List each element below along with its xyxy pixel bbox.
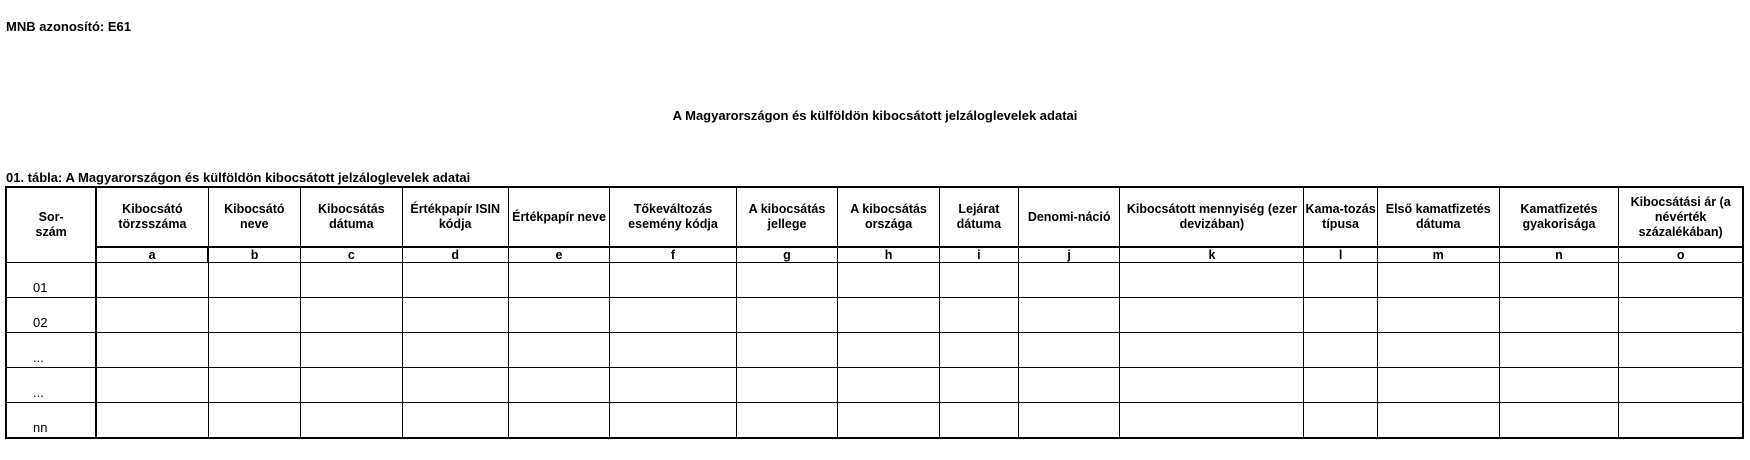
column-header-label: Kibocsátott mennyiség (ezer devizában)	[1126, 202, 1298, 231]
table-cell[interactable]	[208, 298, 301, 333]
row-number: nn	[6, 403, 96, 439]
table-cell[interactable]	[301, 368, 403, 403]
table-cell[interactable]	[1377, 298, 1499, 333]
table-cell[interactable]	[508, 368, 610, 403]
table-cell[interactable]	[1018, 333, 1120, 368]
table-cell[interactable]	[301, 298, 403, 333]
column-letter: i	[939, 247, 1018, 263]
column-header	[1377, 187, 1499, 247]
table-cell[interactable]	[610, 333, 736, 368]
table-cell[interactable]	[838, 298, 940, 333]
row-number: ...	[6, 333, 96, 368]
column-letter: f	[610, 247, 736, 263]
table-cell[interactable]	[1120, 263, 1304, 298]
table-cell[interactable]	[208, 368, 301, 403]
column-header-label: Denomi-náció	[1027, 209, 1111, 224]
column-letter: l	[1304, 247, 1377, 263]
table-cell[interactable]	[1120, 333, 1304, 368]
row-number: ...	[6, 368, 96, 403]
column-header	[939, 187, 1018, 247]
table-cell[interactable]	[402, 368, 508, 403]
table-cell[interactable]	[508, 263, 610, 298]
column-header	[1619, 187, 1743, 247]
table-cell[interactable]	[96, 333, 208, 368]
column-header-label: Értékpapír neve	[512, 209, 606, 224]
column-letter: g	[736, 247, 838, 263]
table-cell[interactable]	[736, 403, 838, 439]
table-row	[6, 333, 1743, 368]
table-cell[interactable]	[1018, 263, 1120, 298]
column-header	[96, 187, 208, 247]
column-header-label: Első kamatfizetés dátuma	[1385, 202, 1491, 231]
column-header-label: Kibocsátó törzsszáma	[118, 202, 187, 231]
table-cell[interactable]	[610, 263, 736, 298]
table-cell[interactable]	[1619, 403, 1743, 439]
table-cell[interactable]	[1619, 368, 1743, 403]
table-cell[interactable]	[96, 403, 208, 439]
table-cell[interactable]	[1304, 368, 1377, 403]
column-letter: m	[1377, 247, 1499, 263]
table-cell[interactable]	[208, 403, 301, 439]
column-letter: d	[402, 247, 508, 263]
table-cell[interactable]	[838, 403, 940, 439]
column-header	[1018, 187, 1120, 247]
table-cell[interactable]	[610, 368, 736, 403]
table-cell[interactable]	[508, 298, 610, 333]
table-cell[interactable]	[301, 403, 403, 439]
column-letter: n	[1499, 247, 1619, 263]
table-row	[6, 298, 1743, 333]
row-number: 02	[6, 298, 96, 333]
table-cell[interactable]	[1499, 333, 1619, 368]
column-header	[610, 187, 736, 247]
table-cell[interactable]	[1018, 403, 1120, 439]
table-cell[interactable]	[1018, 298, 1120, 333]
table-cell[interactable]	[508, 403, 610, 439]
table-cell[interactable]	[939, 298, 1018, 333]
page-title: A Magyarországon és külföldön kibocsátott jelzáloglevelek adatai	[672, 108, 1078, 123]
table-cell[interactable]	[838, 263, 940, 298]
table-cell[interactable]	[208, 333, 301, 368]
table-cell[interactable]	[939, 263, 1018, 298]
table-cell[interactable]	[838, 368, 940, 403]
table-cell[interactable]	[402, 298, 508, 333]
table-cell[interactable]	[96, 298, 208, 333]
column-header	[1120, 187, 1304, 247]
table-cell[interactable]	[1120, 403, 1304, 439]
row-number: 01	[6, 263, 96, 298]
table-cell[interactable]	[1377, 263, 1499, 298]
column-header-label: A kibocsátás országa	[850, 202, 927, 231]
column-letter: h	[838, 247, 940, 263]
table-cell[interactable]	[1120, 368, 1304, 403]
table-cell[interactable]	[1499, 403, 1619, 439]
table-cell[interactable]	[939, 333, 1018, 368]
table-cell[interactable]	[301, 333, 403, 368]
table-cell[interactable]	[402, 403, 508, 439]
table-cell[interactable]	[208, 263, 301, 298]
column-header	[402, 187, 508, 247]
column-letter: b	[208, 247, 301, 263]
document-id: MNB azonosító: E61	[6, 19, 131, 34]
table-cell[interactable]	[1619, 333, 1743, 368]
table-row	[6, 263, 1743, 298]
table-cell[interactable]	[1018, 368, 1120, 403]
column-header	[838, 187, 940, 247]
column-header-label: Tőkeváltozás esemény kódja	[628, 202, 718, 231]
table-cell[interactable]	[939, 368, 1018, 403]
table-cell[interactable]	[610, 298, 736, 333]
table-cell[interactable]	[1619, 298, 1743, 333]
column-letter: o	[1619, 247, 1743, 263]
column-header	[508, 187, 610, 247]
column-header-label: Kibocsátó neve	[224, 202, 285, 231]
table-row	[6, 368, 1743, 403]
column-header-label: Lejárat dátuma	[956, 202, 1002, 231]
data-table	[5, 186, 1744, 439]
column-header-label: Kama-tozás típusa	[1305, 202, 1376, 231]
table-cell[interactable]	[1499, 263, 1619, 298]
column-letter: j	[1018, 247, 1120, 263]
table-cell[interactable]	[1120, 298, 1304, 333]
table-row	[6, 403, 1743, 439]
table-cell[interactable]	[1499, 368, 1619, 403]
column-header-label: Értékpapír ISIN kódja	[410, 202, 500, 231]
column-header	[1304, 187, 1377, 247]
table-cell[interactable]	[736, 333, 838, 368]
table-cell[interactable]	[1304, 403, 1377, 439]
table-cell[interactable]	[301, 263, 403, 298]
table-cell[interactable]	[1499, 298, 1619, 333]
table-cell[interactable]	[1377, 403, 1499, 439]
table-cell[interactable]	[1304, 333, 1377, 368]
table-cell[interactable]	[508, 333, 610, 368]
column-letter: c	[301, 247, 403, 263]
table-cell[interactable]	[1304, 298, 1377, 333]
column-header	[301, 187, 403, 247]
column-header-label: Kamatfizetés gyakorisága	[1520, 202, 1598, 231]
table-cell[interactable]	[1304, 263, 1377, 298]
row-number-header	[6, 187, 96, 263]
column-letter: k	[1120, 247, 1304, 263]
table-cell[interactable]	[838, 333, 940, 368]
column-header	[736, 187, 838, 247]
table-cell[interactable]	[402, 263, 508, 298]
column-letter: a	[96, 247, 208, 263]
table-cell[interactable]	[96, 263, 208, 298]
table-cell[interactable]	[736, 368, 838, 403]
table-caption: 01. tábla: A Magyarországon és külföldön kibocsátott jelzáloglevelek adatai	[6, 170, 471, 185]
table-cell[interactable]	[939, 403, 1018, 439]
table-cell[interactable]	[1377, 368, 1499, 403]
table-cell[interactable]	[736, 263, 838, 298]
table-cell[interactable]	[1619, 263, 1743, 298]
table-cell[interactable]	[736, 298, 838, 333]
table-cell[interactable]	[1377, 333, 1499, 368]
column-header	[1499, 187, 1619, 247]
column-letter: e	[508, 247, 610, 263]
row-number-header-label: Sor- szám	[35, 210, 67, 239]
column-header-label: Kibocsátási ár (a névérték százalékában)	[1630, 194, 1731, 239]
column-header	[208, 187, 301, 247]
column-header-label: Kibocsátás dátuma	[318, 202, 385, 231]
column-header-label: A kibocsátás jellege	[748, 202, 826, 231]
table-cell[interactable]	[96, 368, 208, 403]
table-cell[interactable]	[402, 333, 508, 368]
table-cell[interactable]	[610, 403, 736, 439]
